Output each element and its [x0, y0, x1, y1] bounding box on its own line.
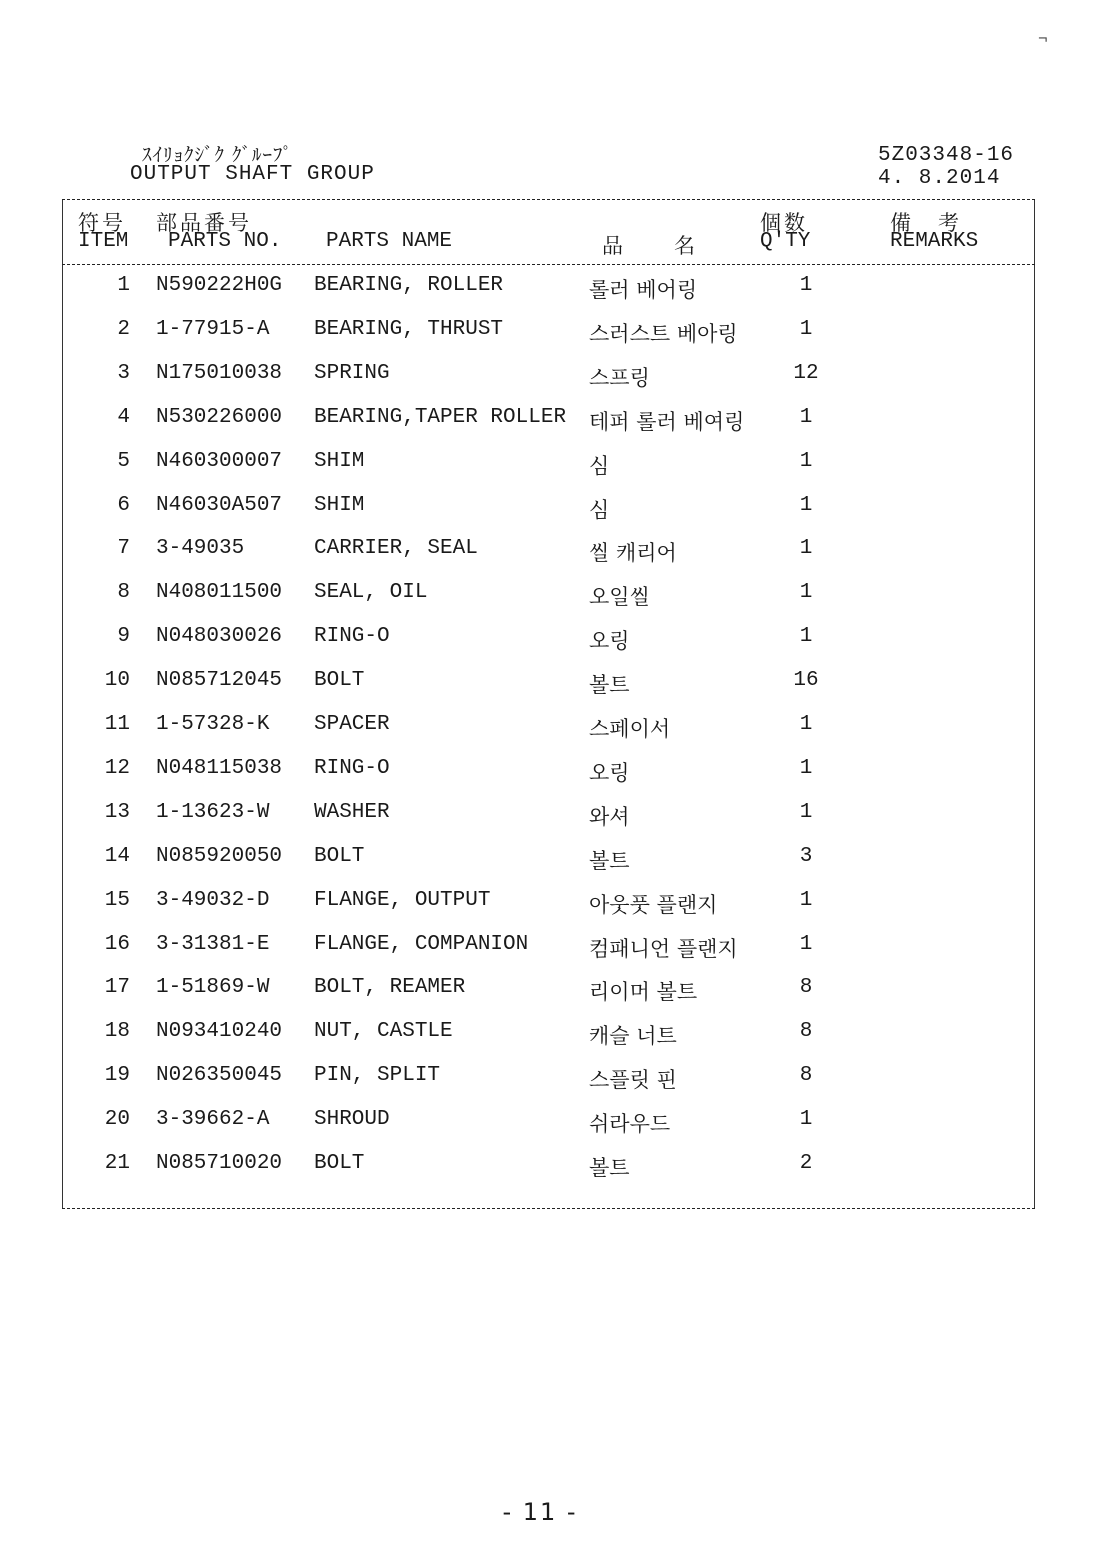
part-number: 1-57328-K: [156, 713, 270, 736]
quantity: 1: [799, 405, 813, 429]
part-name: BEARING, THRUST: [314, 317, 504, 341]
part-number: N460300007: [156, 449, 283, 473]
item-number: 12: [104, 756, 130, 780]
item-number: 21: [104, 1152, 130, 1175]
quantity: 12: [793, 361, 819, 385]
part-number: 1-13623-W: [156, 800, 270, 824]
part-name-korean: 오링: [589, 760, 630, 785]
item-number: 7: [117, 537, 130, 561]
quantity: 1: [799, 625, 813, 649]
part-name-korean: 리이머 볼트: [589, 980, 698, 1005]
part-name-korean: 볼트: [589, 1156, 630, 1180]
item-number: 16: [104, 932, 130, 956]
quantity: 8: [799, 976, 813, 1000]
part-name-korean: 씰 캐리어: [589, 541, 677, 566]
part-name: CARRIER, SEAL: [314, 537, 478, 561]
part-name-korean: 스프링: [589, 365, 650, 390]
item-number: 13: [104, 800, 130, 824]
part-number: N048115038: [156, 756, 283, 780]
quantity: 8: [799, 1020, 813, 1044]
part-number: N093410240: [156, 1020, 283, 1044]
part-number: N408011500: [156, 581, 283, 605]
item-number: 2: [117, 317, 130, 341]
table-row: [62, 1108, 1033, 1152]
part-name-korean: 볼트: [589, 673, 630, 698]
table-row: [62, 933, 1033, 977]
part-number: 3-49035: [156, 537, 245, 561]
part-name-korean: 스플릿 핀: [589, 1068, 677, 1093]
item-number: 17: [104, 976, 130, 1000]
quantity: 1: [799, 449, 813, 473]
part-number: 3-31381-E: [156, 932, 270, 956]
item-number: 14: [104, 844, 130, 868]
part-name: PIN, SPLIT: [314, 1064, 441, 1088]
part-name: FLANGE, OUTPUT: [314, 888, 491, 912]
item-number: 1: [117, 274, 130, 297]
item-number: 15: [104, 888, 130, 912]
quantity: 1: [799, 713, 813, 736]
part-name: BOLT: [314, 669, 365, 693]
item-number: 10: [104, 669, 130, 693]
header-parts-no: PARTS NO.: [168, 230, 282, 253]
document-number: 5Z03348-16: [878, 144, 1015, 167]
part-number: 1-77915-A: [156, 317, 270, 341]
quantity: 1: [799, 932, 813, 956]
item-number: 4: [117, 405, 130, 429]
table-row: [62, 537, 1033, 581]
item-number: 19: [104, 1064, 130, 1088]
table-row: [62, 318, 1033, 362]
quantity: 1: [799, 1108, 813, 1132]
item-number: 5: [117, 449, 130, 473]
item-number: 11: [104, 713, 130, 736]
part-name: BOLT: [314, 844, 365, 868]
table-row: [62, 1152, 1033, 1196]
quantity: 1: [799, 581, 813, 605]
part-name: WASHER: [314, 800, 390, 824]
group-title: OUTPUT SHAFT GROUP: [130, 163, 375, 186]
part-name: SPRING: [314, 361, 390, 385]
table-row: [62, 889, 1033, 933]
table-bottom-rule: [62, 1208, 1035, 1209]
corner-mark: ¬: [1038, 30, 1048, 48]
quantity: 1: [799, 888, 813, 912]
part-name: SHIM: [314, 449, 365, 473]
part-name: RING-O: [314, 625, 390, 649]
part-name-korean: 와셔: [589, 804, 630, 829]
table-row: [62, 845, 1033, 889]
table-row: [62, 450, 1033, 494]
part-number: N085920050: [156, 844, 283, 868]
table-row: [62, 274, 1033, 318]
item-number: 20: [104, 1108, 130, 1132]
header-remarks-jp: 備 考: [890, 211, 962, 235]
item-number: 18: [104, 1020, 130, 1044]
part-name-korean: 캐슬 너트: [589, 1024, 677, 1049]
header-qty-jp: 個数: [760, 211, 808, 235]
quantity: 2: [799, 1152, 813, 1175]
quantity: 16: [793, 669, 819, 693]
part-name: SHIM: [314, 493, 365, 517]
table-header-rule: [62, 264, 1035, 265]
table-row: [62, 713, 1033, 757]
quantity: 1: [799, 317, 813, 341]
table-row: [62, 757, 1033, 801]
part-name: BEARING,TAPER ROLLER: [314, 405, 567, 429]
table-row: [62, 625, 1033, 669]
part-number: N026350045: [156, 1064, 283, 1088]
table-row: [62, 1020, 1033, 1064]
part-name-korean: 오링: [589, 629, 630, 654]
quantity: 1: [799, 493, 813, 517]
part-number: N175010038: [156, 361, 283, 385]
part-name-korean: 스페이서: [589, 717, 671, 741]
part-number: N590222H0G: [156, 274, 283, 297]
part-number: N048030026: [156, 625, 283, 649]
header-parts-name: PARTS NAME: [326, 230, 453, 253]
quantity: 3: [799, 844, 813, 868]
table-row: [62, 406, 1033, 450]
header-item: ITEM: [78, 230, 129, 253]
part-name: SPACER: [314, 713, 390, 736]
part-name: BOLT: [314, 1152, 365, 1175]
part-name: BEARING, ROLLER: [314, 274, 504, 297]
header-item-jp: 符号: [78, 211, 126, 235]
part-name-korean: 테퍼 롤러 베여링: [589, 409, 745, 434]
header-korean-name: 品 名: [602, 234, 698, 258]
part-name-korean: 오일씰: [589, 585, 650, 610]
part-name-korean: 스러스트 베아링: [589, 321, 738, 346]
item-number: 3: [117, 361, 130, 385]
table-row: [62, 1064, 1033, 1108]
table-top-rule: [62, 199, 1035, 200]
part-number: N085710020: [156, 1152, 283, 1175]
part-name-korean: 컴패니언 플랜지: [589, 936, 738, 961]
header-parts-no-jp: 部品番号: [156, 211, 252, 235]
part-number: 3-49032-D: [156, 888, 270, 912]
part-number: N530226000: [156, 405, 283, 429]
part-name-korean: 심: [589, 453, 610, 478]
part-name-korean: 쉬라우드: [589, 1112, 671, 1137]
part-name: BOLT, REAMER: [314, 976, 466, 1000]
table-row: [62, 362, 1033, 406]
part-number: 1-51869-W: [156, 976, 270, 1000]
item-number: 6: [117, 493, 130, 517]
part-number: 3-39662-A: [156, 1108, 270, 1132]
table-row: [62, 581, 1033, 625]
quantity: 1: [799, 274, 813, 297]
quantity: 1: [799, 537, 813, 561]
part-name: RING-O: [314, 756, 390, 780]
part-name: NUT, CASTLE: [314, 1020, 453, 1044]
quantity: 1: [799, 756, 813, 780]
part-name-korean: 심: [589, 497, 610, 522]
table-row: [62, 669, 1033, 713]
quantity: 8: [799, 1064, 813, 1088]
table-row: [62, 801, 1033, 845]
page-number: - 11 -: [502, 1498, 578, 1526]
part-number: N46030A507: [156, 493, 283, 517]
item-number: 8: [117, 581, 130, 605]
group-title-kana: ｽｲﾘｮｸｼﾞｸ ｸﾞﾙｰﾌﾟ: [142, 144, 294, 166]
part-name-korean: 롤러 베어링: [589, 278, 698, 302]
header-qty: Q'TY: [760, 230, 811, 253]
document-date: 4. 8.2014: [878, 167, 1001, 190]
table-row: [62, 494, 1033, 538]
header-remarks: REMARKS: [890, 230, 979, 253]
quantity: 1: [799, 800, 813, 824]
part-name-korean: 볼트: [589, 848, 630, 873]
part-number: N085712045: [156, 669, 283, 693]
part-name: SEAL, OIL: [314, 581, 428, 605]
part-name: SHROUD: [314, 1108, 390, 1132]
item-number: 9: [117, 625, 130, 649]
part-name-korean: 아웃풋 플랜지: [589, 892, 718, 917]
part-name: FLANGE, COMPANION: [314, 932, 529, 956]
table-row: [62, 976, 1033, 1020]
